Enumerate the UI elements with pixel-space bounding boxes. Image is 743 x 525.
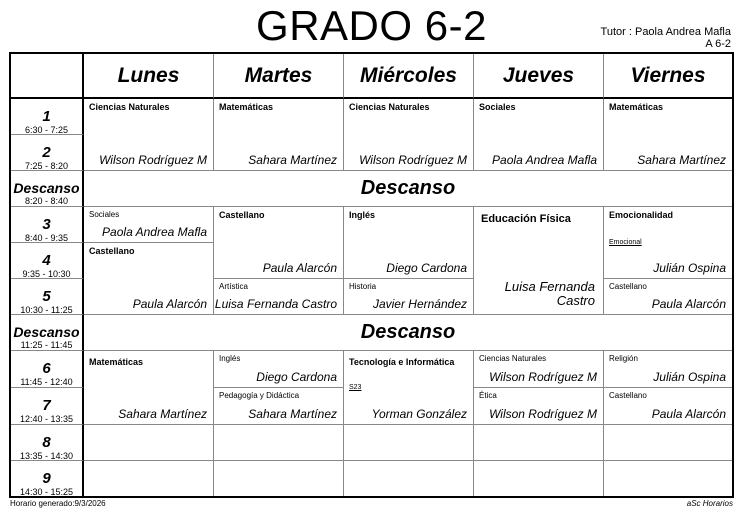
period-number: 9 <box>42 470 51 487</box>
lesson-subject: Historia <box>349 282 377 291</box>
lesson-cell[interactable] <box>84 99 214 171</box>
period-number: 5 <box>42 288 51 305</box>
lesson-cell[interactable] <box>604 99 732 171</box>
period-time: 14:30 - 15:25 <box>19 487 74 497</box>
lesson-teacher: Sahara Martínez <box>637 153 726 167</box>
period-time: 9:35 - 10:30 <box>22 269 71 279</box>
period-time: 8:40 - 9:35 <box>24 233 69 243</box>
timetable-grid <box>9 52 734 498</box>
lesson-teacher: Diego Cardona <box>256 370 337 384</box>
break-banner-1: Descanso <box>84 171 732 207</box>
lesson-subject: Emocionalidad <box>609 210 674 220</box>
period-4 <box>11 243 84 279</box>
lesson-cell[interactable] <box>214 99 344 171</box>
lesson-subject: Sociales <box>479 102 516 112</box>
period-number: 1 <box>42 108 51 125</box>
room-code: A 6-2 <box>705 38 731 50</box>
lesson-room: S23 <box>349 384 362 391</box>
break-label-1 <box>11 171 84 207</box>
period-number: 6 <box>42 360 51 377</box>
lesson-teacher: Julián Ospina <box>653 370 726 384</box>
period-5 <box>11 279 84 315</box>
lesson-cell[interactable] <box>84 207 214 243</box>
lesson-subject: Ciencias Naturales <box>479 354 547 363</box>
day-header-viernes: Viernes <box>604 54 732 99</box>
lesson-subject: Ciencias Naturales <box>349 102 430 112</box>
lesson-teacher: Sahara Martínez <box>248 153 337 167</box>
period-number: 7 <box>42 397 51 414</box>
period-time: 12:40 - 13:35 <box>19 414 74 424</box>
period-number: 4 <box>42 252 51 269</box>
break-time: 8:20 - 8:40 <box>24 196 69 206</box>
empty-cell[interactable] <box>84 461 214 496</box>
lesson-subject: Tecnología e Informática <box>349 357 455 367</box>
lesson-cell[interactable] <box>214 207 344 279</box>
page-title: GRADO 6-2 <box>256 2 487 49</box>
lesson-room: Emocional <box>609 239 642 246</box>
lesson-cell[interactable] <box>84 351 214 425</box>
break-label-2 <box>11 315 84 351</box>
lesson-cell[interactable] <box>214 351 344 388</box>
tutor-info <box>601 26 731 50</box>
lesson-teacher: Luisa Fernanda Castro <box>504 279 595 308</box>
lesson-teacher: Paola Andrea Mafla <box>102 225 207 239</box>
period-time: 11:45 - 12:40 <box>20 377 73 387</box>
lesson-teacher: Wilson Rodríguez M <box>489 370 597 384</box>
period-time: 6:30 - 7:25 <box>24 125 69 135</box>
day-header-lunes: Lunes <box>84 54 214 99</box>
lesson-cell[interactable] <box>474 207 604 315</box>
period-time: 13:35 - 14:30 <box>19 451 74 461</box>
brand-label: aSc Horarios <box>686 499 733 508</box>
empty-cell[interactable] <box>604 461 732 496</box>
lesson-cell[interactable] <box>344 99 474 171</box>
lesson-cell[interactable] <box>344 351 474 425</box>
lesson-cell[interactable] <box>344 279 474 315</box>
lesson-cell[interactable] <box>84 243 214 315</box>
period-2 <box>11 135 84 171</box>
lesson-teacher: Wilson Rodríguez M <box>99 153 207 167</box>
generated-date: Horario generado:9/3/2026 <box>10 499 106 508</box>
period-3 <box>11 207 84 243</box>
break-banner-2: Descanso <box>84 315 732 351</box>
period-time: 7:25 - 8:20 <box>24 161 69 171</box>
lesson-subject: Castellano <box>219 210 265 220</box>
lesson-subject: Inglés <box>349 210 376 220</box>
lesson-cell[interactable] <box>474 351 604 388</box>
lesson-subject: Matemáticas <box>89 357 144 367</box>
lesson-subject: Ciencias Naturales <box>89 102 170 112</box>
lesson-cell[interactable] <box>214 279 344 315</box>
period-1 <box>11 99 84 135</box>
lesson-teacher: Yorman González <box>371 407 467 421</box>
lesson-cell[interactable] <box>604 207 732 279</box>
lesson-cell[interactable] <box>474 388 604 425</box>
lesson-teacher: Paula Alarcón <box>262 261 337 275</box>
day-header-martes: Martes <box>214 54 344 99</box>
lesson-teacher: Paula Alarcón <box>132 297 207 311</box>
empty-cell[interactable] <box>84 425 214 461</box>
period-6 <box>11 351 84 388</box>
break-name: Descanso <box>13 180 80 196</box>
lesson-teacher: Luisa Fernanda Castro <box>214 297 337 311</box>
lesson-subject: Castellano <box>89 246 135 256</box>
day-header-jueves: Jueves <box>474 54 604 99</box>
empty-cell[interactable] <box>474 461 604 496</box>
lesson-teacher: Paula Alarcón <box>651 407 726 421</box>
empty-cell[interactable] <box>344 461 474 496</box>
period-number: 2 <box>42 144 51 161</box>
lesson-cell[interactable] <box>344 207 474 279</box>
empty-cell[interactable] <box>214 425 344 461</box>
lesson-cell[interactable] <box>604 351 732 388</box>
lesson-subject: Inglés <box>219 354 241 363</box>
period-number: 8 <box>42 434 51 451</box>
lesson-cell[interactable] <box>214 388 344 425</box>
lesson-cell[interactable] <box>474 99 604 171</box>
lesson-teacher: Paula Alarcón <box>651 297 726 311</box>
empty-cell[interactable] <box>604 425 732 461</box>
break-time: 11:25 - 11:45 <box>20 340 73 350</box>
lesson-subject: Artística <box>219 282 248 291</box>
lesson-teacher: Wilson Rodríguez M <box>359 153 467 167</box>
lesson-teacher: Paola Andrea Mafla <box>492 153 597 167</box>
lesson-subject: Educación Física <box>481 213 571 225</box>
lesson-subject: Pedagogía y Didáctica <box>219 391 300 400</box>
lesson-teacher: Sahara Martínez <box>118 407 207 421</box>
lesson-subject: Castellano <box>609 391 647 400</box>
period-9 <box>11 461 84 496</box>
lesson-cell[interactable] <box>604 279 732 315</box>
lesson-teacher: Wilson Rodríguez M <box>489 407 597 421</box>
empty-cell[interactable] <box>344 425 474 461</box>
period-8 <box>11 425 84 461</box>
period-7 <box>11 388 84 425</box>
period-time: 10:30 - 11:25 <box>20 305 73 315</box>
lesson-cell[interactable] <box>604 388 732 425</box>
lesson-subject: Matemáticas <box>219 102 274 112</box>
empty-cell[interactable] <box>474 425 604 461</box>
lesson-subject: Castellano <box>609 282 647 291</box>
lesson-teacher: Julián Ospina <box>653 261 726 275</box>
empty-cell[interactable] <box>214 461 344 496</box>
day-header-miercoles: Miércoles <box>344 54 474 99</box>
lesson-subject: Sociales <box>89 210 120 219</box>
corner-cell <box>11 54 84 99</box>
lesson-teacher: Javier Hernández <box>372 297 467 311</box>
lesson-teacher: Diego Cardona <box>386 261 467 275</box>
lesson-subject: Religión <box>609 354 638 363</box>
period-number: 3 <box>42 216 51 233</box>
lesson-subject: Ética <box>479 391 497 400</box>
lesson-teacher: Sahara Martínez <box>248 407 337 421</box>
lesson-subject: Matemáticas <box>609 102 664 112</box>
break-name: Descanso <box>13 324 80 340</box>
tutor-name: Tutor : Paola Andrea Mafla <box>600 26 731 38</box>
